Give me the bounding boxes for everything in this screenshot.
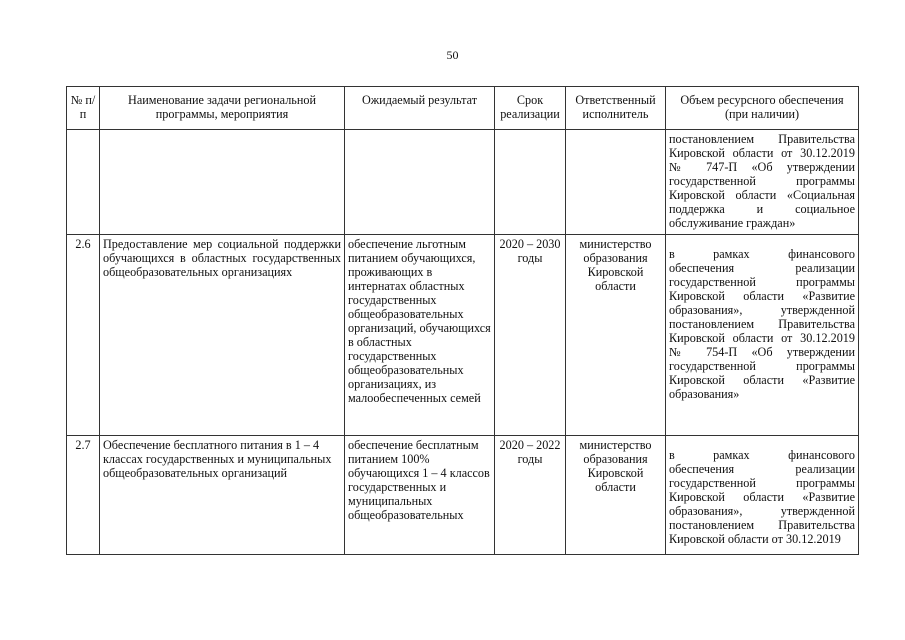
table-row — [67, 235, 859, 436]
cell-result: обеспечение льготным питанием обучающихся, проживающих в интернатах областных государственных общеобразовательных организаций, обучающихся в областных государственных общеобразовательных организациях, из малообеспеченных семей — [345, 235, 495, 436]
cell-resources: постановлением Правительства Кировской области от 30.12.2019 № 747-П «Об утверждении государственной программы Кировской области «Социальная поддержка и социальное обслуживание граждан» — [666, 130, 859, 235]
page-number: 50 — [446, 48, 459, 62]
cell-result: обеспечение бесплатным питанием 100% обучающихся 1 – 4 классов государственных и муниципальных общеобразовательных — [345, 436, 495, 555]
cell-number: 2.7 — [67, 436, 100, 555]
cell-term: 2020 – 2022 годы — [495, 436, 566, 555]
program-measures-table — [66, 86, 859, 555]
cell-term: 2020 – 2030 годы — [495, 235, 566, 436]
header-expected-result: Ожидаемый результат — [345, 87, 495, 130]
header-responsible: Ответственный исполнитель — [566, 87, 666, 130]
cell-responsible: министерство образования Кировской области — [566, 436, 666, 555]
cell-term — [495, 130, 566, 235]
cell-number — [67, 130, 100, 235]
cell-number: 2.6 — [67, 235, 100, 436]
cell-responsible — [566, 130, 666, 235]
cell-resources: в рамках финансового обеспечения реализации государственной программы Кировской области «Развитие образования», утвержденной постановлением Правительства Кировской области от 30.12.2019 — [666, 436, 859, 555]
cell-task: Предоставление мер социальной поддержки обучающихся в областных государственных общеобразовательных организациях — [100, 235, 345, 436]
cell-task — [100, 130, 345, 235]
cell-task: Обеспечение бесплатного питания в 1 – 4 классах государственных и муниципальных общеобразовательных организаций — [100, 436, 345, 555]
header-resources: Объем ресурсного обеспечения (при наличии) — [666, 87, 859, 130]
header-term: Срок реализации — [495, 87, 566, 130]
cell-resources: в рамках финансового обеспечения реализации государственной программы Кировской области «Развитие образования», утвержденной постановлением Правительства Кировской области от 30.12.2019 № 754-П «Об утверждении государственной программы Кировской области «Развитие образования» — [666, 235, 859, 436]
table-header-row — [67, 87, 859, 130]
table-row — [67, 436, 859, 555]
cell-responsible: министерство образования Кировской области — [566, 235, 666, 436]
header-task-name: Наименование задачи региональной программы, мероприятия — [100, 87, 345, 130]
header-number: № п/п — [67, 87, 100, 130]
cell-result — [345, 130, 495, 235]
table-row — [67, 130, 859, 235]
